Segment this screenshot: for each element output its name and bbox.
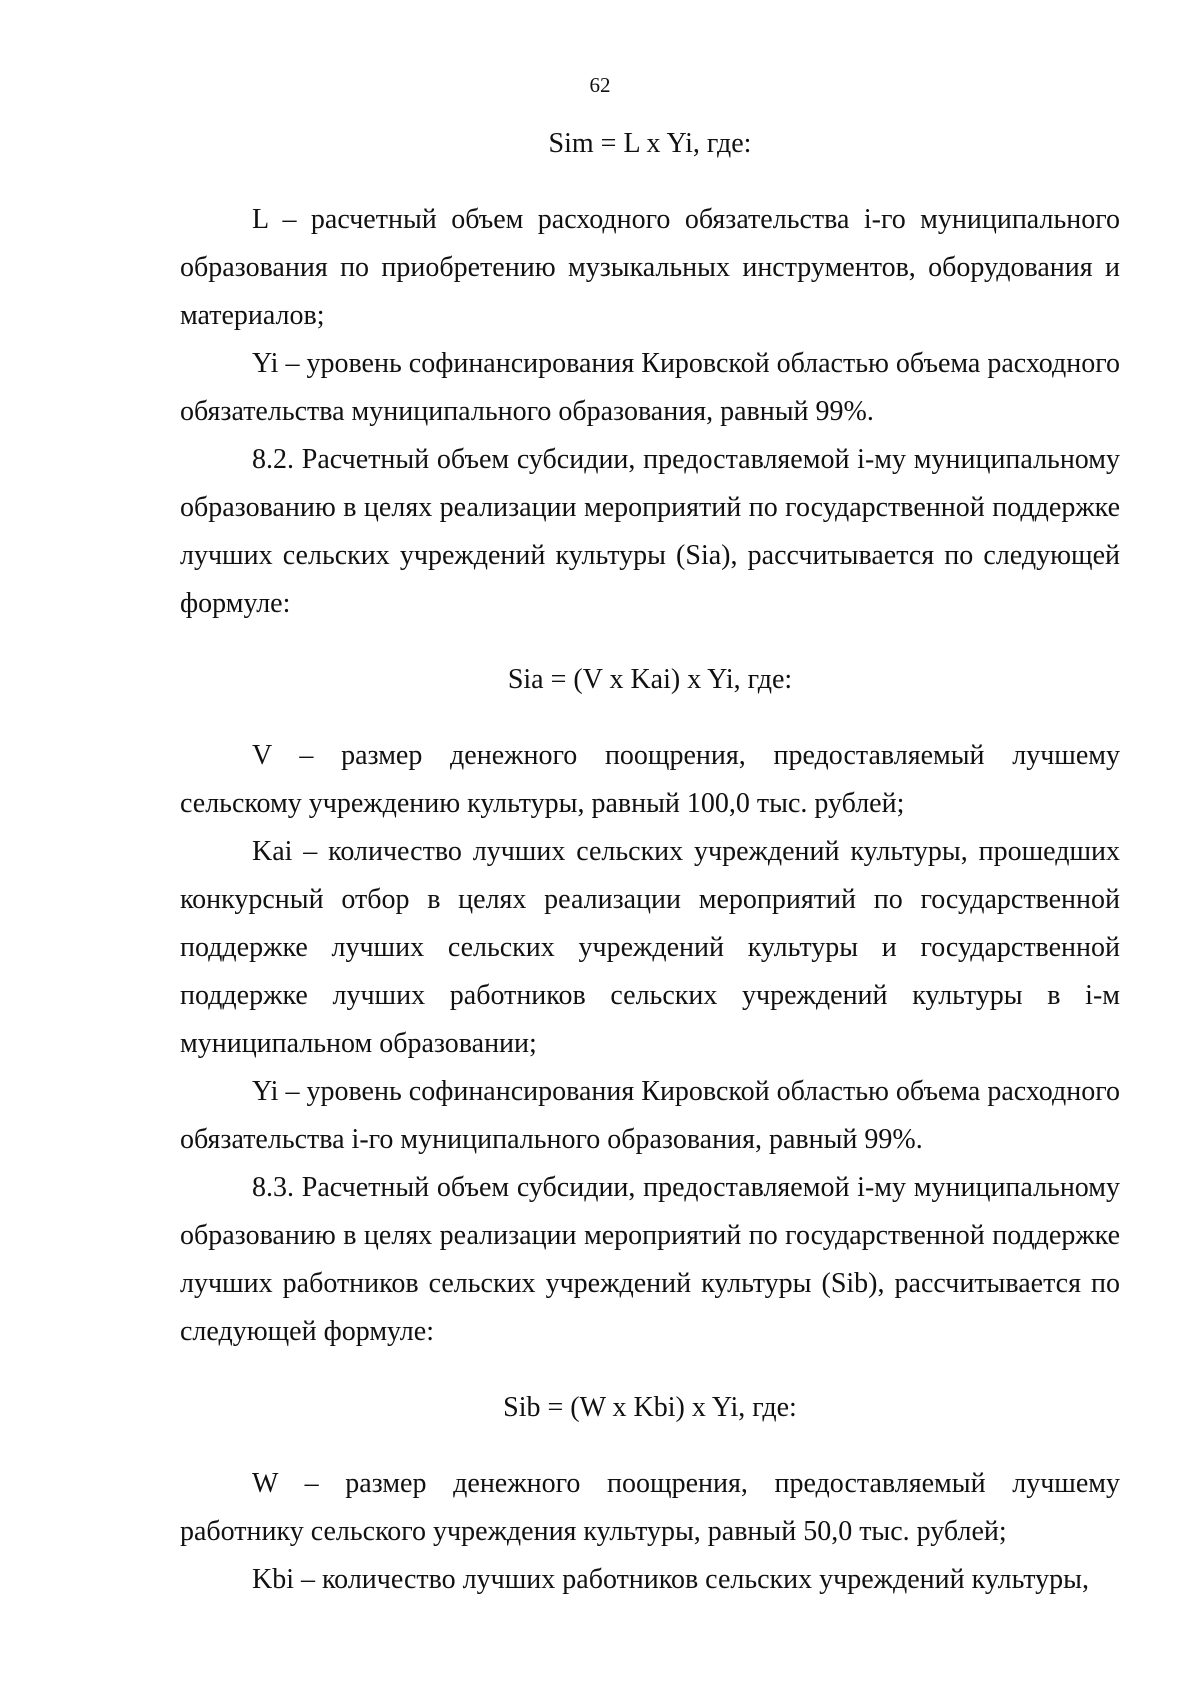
paragraph-yi-definition: Yi – уровень софинансирования Кировской областью объема расходного обязательства муниципального образования, равный 99%.: [180, 348, 1120, 427]
paragraph-8-2: 8.2. Расчетный объем субсидии, предоставляемой i-му муниципальному образованию в целях реализации мероприятий по государственной поддержке лучших сельских учреждений культуры (Sia), рассчитывается по следующей формуле:: [180, 444, 1120, 619]
paragraph-kai-definition: Kai – количество лучших сельских учреждений культуры, прошедших конкурсный отбор в целях реализации мероприятий по государственной поддержке лучших сельских учреждений культуры и государственной поддержке лучших работников сельских учреждений культуры в i-м муниципальном образовании;: [180, 836, 1120, 1059]
paragraph-l-definition: L – расчетный объем расходного обязательства i-го муниципального образования по приобретению музыкальных инструментов, оборудования и материалов;: [180, 204, 1120, 331]
paragraph-8-3: 8.3. Расчетный объем субсидии, предоставляемой i-му муниципальному образованию в целях реализации мероприятий по государственной поддержке лучших работников сельских учреждений культуры (Sib), рассчитывается по следующей формуле:: [180, 1172, 1120, 1347]
page-number: 62: [589, 73, 611, 97]
paragraph-w-definition: W – размер денежного поощрения, предоставляемый лучшему работнику сельского учреждения культуры, равный 50,0 тыс. рублей;: [180, 1468, 1120, 1547]
formula-sib: Sib = (W x Kbi) x Yi, где:: [503, 1392, 797, 1423]
paragraph-yi-definition-2: Yi – уровень софинансирования Кировской областью объема расходного обязательства i-го муниципального образования, равный 99%.: [180, 1076, 1120, 1155]
paragraph-v-definition: V – размер денежного поощрения, предоставляемый лучшему сельскому учреждению культуры, равный 100,0 тыс. рублей;: [180, 740, 1120, 819]
document-body: [180, 120, 1120, 1604]
formula-sim: Sim = L x Yi, где:: [548, 128, 752, 159]
paragraph-kbi-definition: Kbi – количество лучших работников сельских учреждений культуры,: [252, 1564, 1089, 1595]
formula-sia: Sia = (V x Kai) x Yi, где:: [507, 664, 793, 695]
